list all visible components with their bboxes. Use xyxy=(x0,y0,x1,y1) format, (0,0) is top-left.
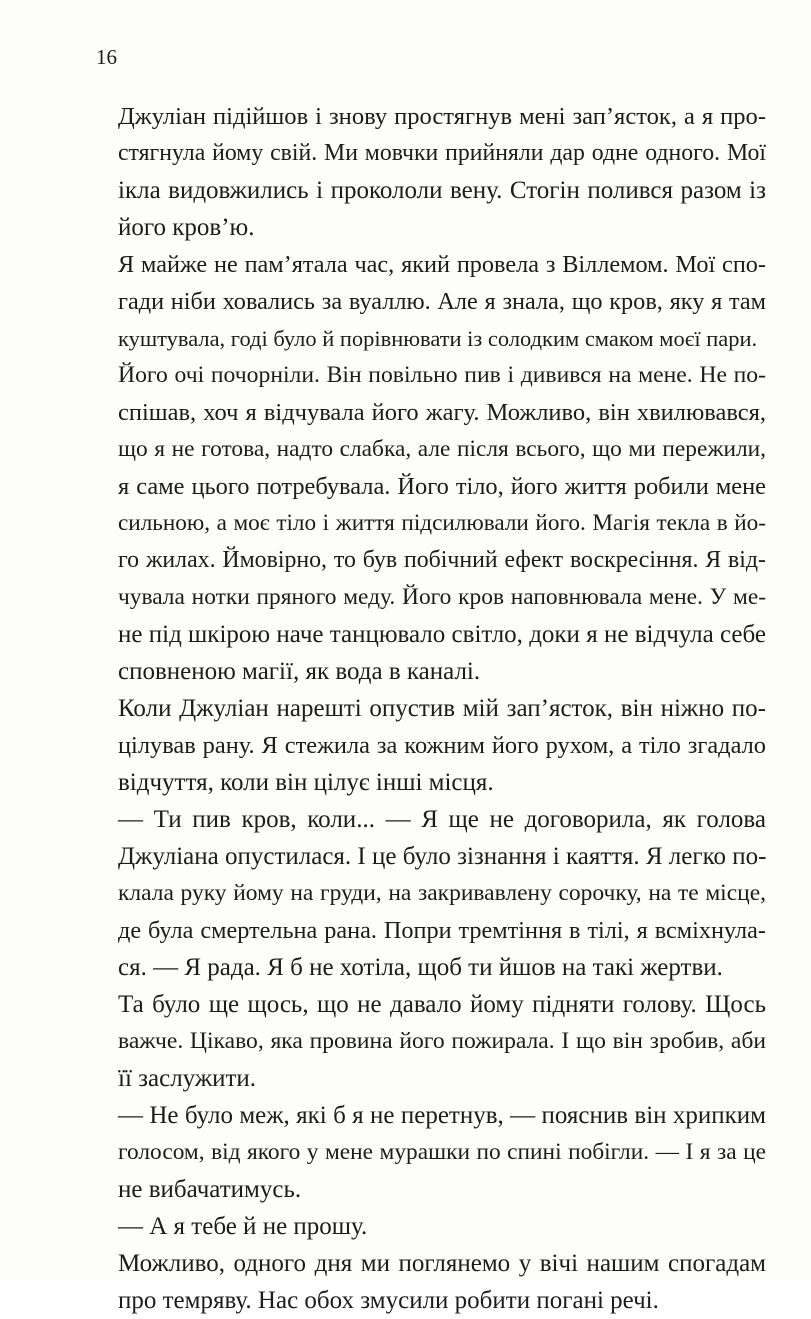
text-line: Джуліана опустилася. І це було зізнання і каяття. Я легко по- xyxy=(118,843,767,870)
text-line: клала руку йому на груди, на закривавлену сорочку, на те місце, xyxy=(118,880,766,906)
text-line: голосом, від якого у мене мурашки по спині побігли. — І я за це xyxy=(118,1139,766,1165)
text-line: Можливо, одного дня ми поглянемо у вічі нашим спогадам xyxy=(118,1250,766,1277)
text-line: — А я тебе й не прошу. xyxy=(118,1213,368,1240)
text-line: гади ніби ховались за вуаллю. Але я знала, що кров, яку я там xyxy=(118,288,766,315)
text-line: ся. — Я рада. Я б не хотіла, щоб ти йшов на такі жертви. xyxy=(118,954,723,981)
page-number: 16 xyxy=(96,45,117,69)
text-line: її заслужити. xyxy=(118,1065,257,1092)
text-line: його кров’ю. xyxy=(118,214,255,241)
body-text xyxy=(118,98,766,1319)
text-line: цілував рану. Я стежила за кожним його рухом, а тіло згадало xyxy=(118,732,766,759)
text-line: Коли Джуліан нарешті опустив мій зап’ясток, він ніжно по- xyxy=(118,695,766,722)
text-line: — Ти пив кров, коли... — Я ще не договорила, як голова xyxy=(118,806,766,833)
text-line: Та було ще щось, що не давало йому підняти голову. Щось xyxy=(118,991,766,1018)
text-line: чувала нотки пряного меду. Його кров наповнювала мене. У ме- xyxy=(118,584,766,610)
text-line: не вибачатимусь. xyxy=(118,1176,302,1203)
text-line: куштувала, годі було й порівнювати із солодким смаком моєї пари. xyxy=(118,326,758,351)
text-line: Його очі почорніли. Він повільно пив і дивився на мене. Не по- xyxy=(118,362,766,388)
text-line: спішав, хоч я відчувала його жагу. Можливо, він хвилювався, xyxy=(118,399,766,426)
text-line: відчуття, коли він цілує інші місця. xyxy=(118,769,494,796)
text-line: я саме цього потребувала. Його тіло, його життя робили мене xyxy=(118,473,766,500)
text-line: — Не було меж, які б я не перетнув, — пояснив він хрипким xyxy=(118,1102,766,1129)
text-line: го жилах. Ймовірно, то був побічний ефект воскресіння. Я від- xyxy=(118,547,766,573)
text-line: Джуліан підійшов і знову простягнув мені зап’ясток, а я про- xyxy=(118,103,766,130)
text-line: сповненою магії, як вода в каналі. xyxy=(118,658,481,685)
text-line: що я не готова, надто слабка, але після всього, що ми пережили, xyxy=(118,436,766,462)
text-line: важче. Цікаво, яка провина його пожирала. І що він зробив, аби xyxy=(118,1028,766,1054)
text-line: Я майже не пам’ятала час, який провела з Віллемом. Мої спо- xyxy=(118,251,766,278)
text-line: про темряву. Нас обох змусили робити погані речі. xyxy=(118,1287,659,1314)
text-line: не під шкірою наче танцювало світло, доки я не відчула себе xyxy=(118,621,766,648)
text-line: стягнула йому свій. Ми мовчки прийняли дар одне одного. Мої xyxy=(118,140,766,166)
text-line: де була смертельна рана. Попри тремтіння в тілі, я всміхнула- xyxy=(118,917,766,944)
text-line: ікла видовжились і прокололи вену. Стогін полився разом із xyxy=(118,177,766,204)
text-line: сильною, а моє тіло і життя підсилювали його. Магія текла в йо- xyxy=(118,510,766,536)
